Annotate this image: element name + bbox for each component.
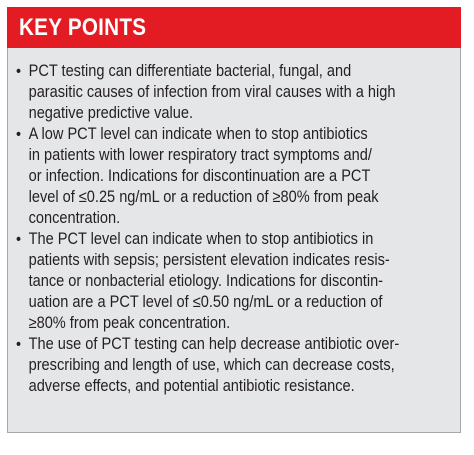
key-point-1-line-1: PCT testing can differentiate bacterial, fungal, and [28,62,352,80]
key-point-3-line-4: uation are a PCT level of ≤0.50 ng/mL or a reduction of [28,293,383,311]
key-point-4-line-3: adverse effects, and potential antibiotic resistance. [28,377,355,395]
bullet-icon: • [16,231,22,248]
key-point-3-line-2: patients with sepsis; persistent elevation indicates resis- [28,251,390,269]
bullet-icon: • [16,336,22,353]
key-point-2-line-2: in patients with lower respiratory tract symptoms and/ [28,146,372,164]
key-point-2-line-5: concentration. [28,209,121,227]
key-points-list [16,61,439,397]
key-points-header [7,7,461,48]
key-point-2-line-3: or infection. Indications for discontinuation are a PCT [28,167,371,185]
key-point-2-line-4: level of ≤0.25 ng/mL or a reduction of ≥80% from peak [28,188,379,206]
key-point-1-line-3: negative predictive value. [28,104,194,122]
key-point-4 [16,334,439,397]
key-points-title: KEY POINTS [19,14,147,41]
bullet-icon: • [16,126,22,143]
key-point-1-line-2: parasitic causes of infection from viral causes with a high [28,83,396,101]
key-point-2-line-1: A low PCT level can indicate when to stop antibiotics [28,125,368,143]
key-point-4-line-1: The use of PCT testing can help decrease antibiotic over- [28,335,400,353]
key-point-2 [16,124,439,229]
key-point-3-line-1: The PCT level can indicate when to stop antibiotics in [28,230,374,248]
key-point-1 [16,61,439,124]
bullet-icon: • [16,63,22,80]
key-point-3 [16,229,439,334]
key-point-4-line-2: prescribing and length of use, which can decrease costs, [28,356,395,374]
key-point-3-line-3: tance or nonbacterial etiology. Indications for discontin- [28,272,384,290]
key-point-3-line-5: ≥80% from peak concentration. [28,314,231,332]
